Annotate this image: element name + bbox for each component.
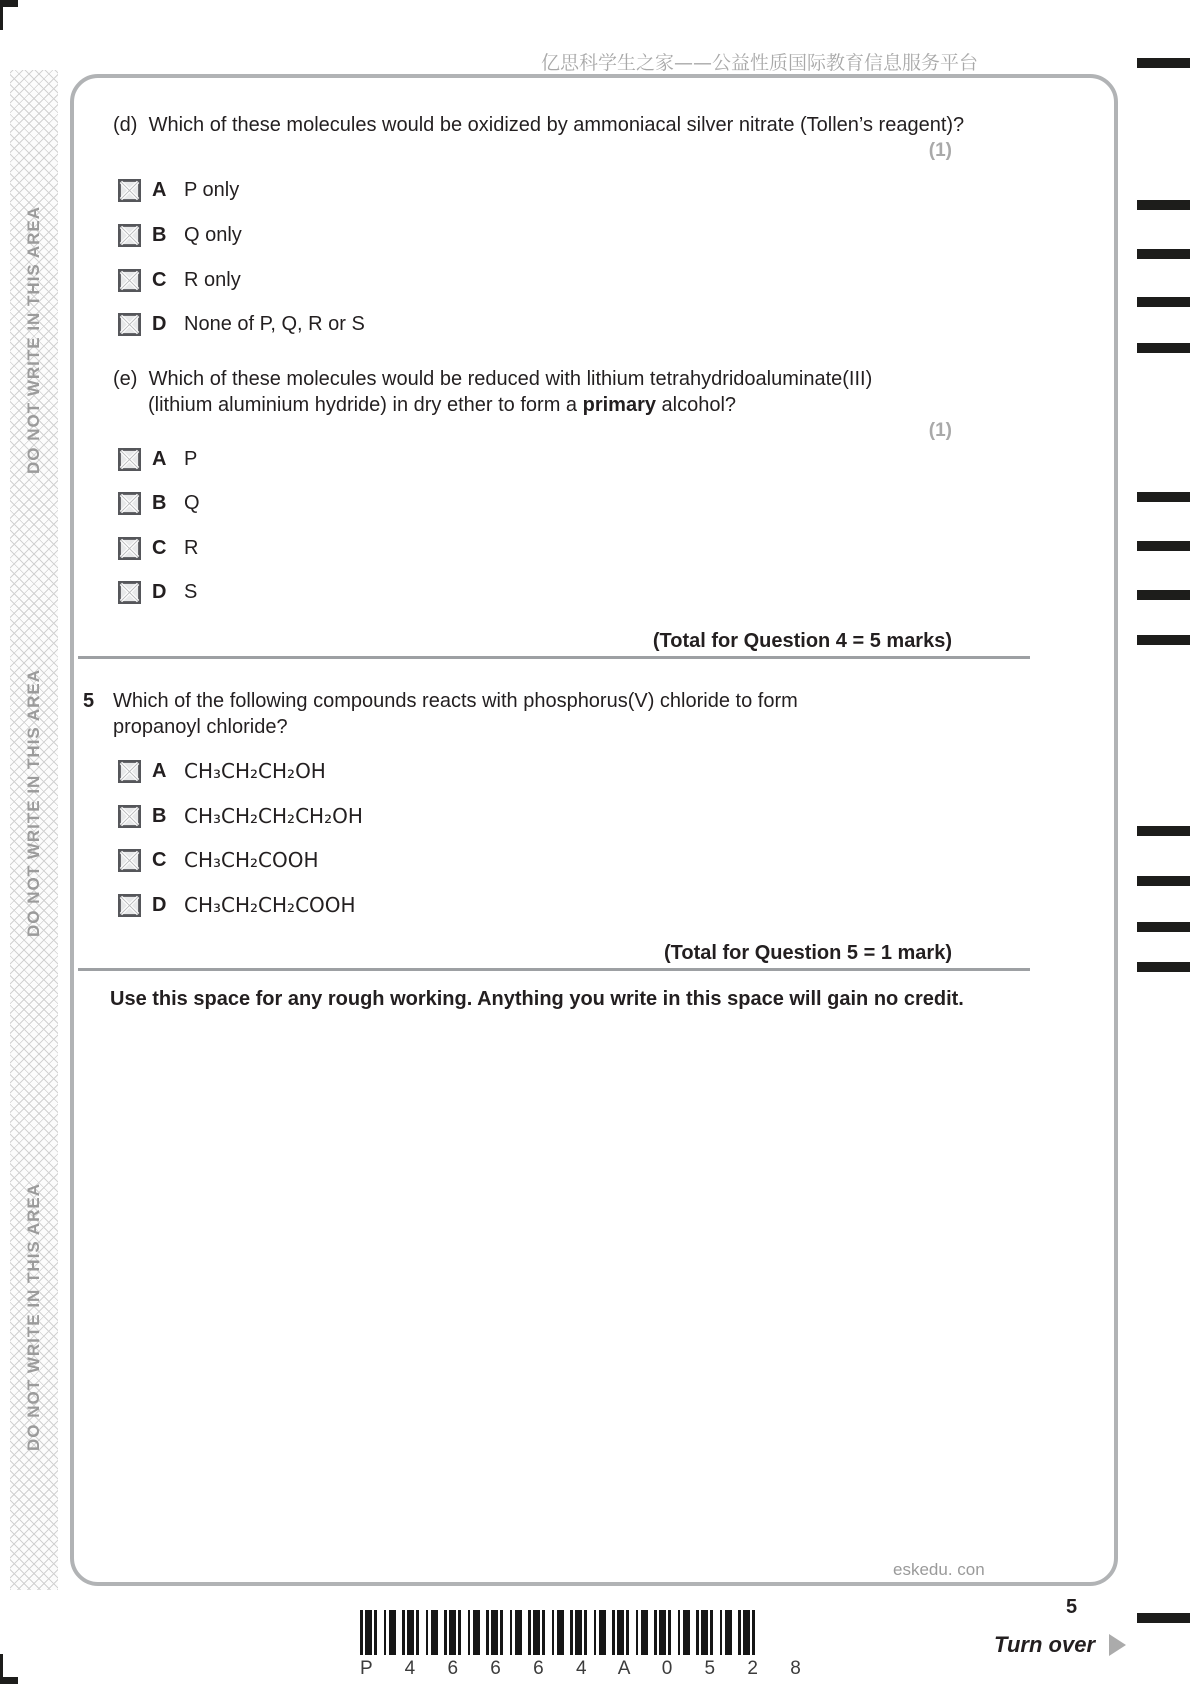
section-divider bbox=[78, 656, 1030, 659]
question-4e bbox=[113, 368, 872, 391]
watermark-text: eskedu. con bbox=[893, 1560, 985, 1579]
option-q4e-a bbox=[118, 447, 197, 471]
binding-mark bbox=[1137, 876, 1190, 886]
binding-mark bbox=[1137, 962, 1190, 972]
binding-mark bbox=[1137, 541, 1190, 551]
option-letter: B bbox=[152, 804, 167, 827]
answer-checkbox[interactable] bbox=[118, 805, 141, 828]
option-letter: A bbox=[152, 178, 167, 201]
binding-mark bbox=[1137, 635, 1190, 645]
option-text: S bbox=[184, 580, 198, 603]
question-4d-label: (d) bbox=[113, 114, 138, 136]
do-not-write-label-2: DO NOT WRITE IN THIS AREA bbox=[24, 668, 43, 938]
total-question-5: (Total for Question 5 = 1 mark) bbox=[663, 942, 952, 964]
question-4e-line2-pre: (lithium aluminium hydride) in dry ether to form a bbox=[148, 394, 583, 416]
answer-checkbox[interactable] bbox=[118, 224, 141, 247]
option-text: P bbox=[184, 447, 198, 470]
do-not-write-label-3: DO NOT WRITE IN THIS AREA bbox=[24, 1182, 43, 1452]
binding-mark bbox=[1137, 58, 1190, 68]
binding-mark bbox=[1137, 826, 1190, 836]
option-letter: C bbox=[152, 268, 167, 291]
option-letter: D bbox=[152, 312, 167, 335]
option-text: P only bbox=[184, 178, 240, 201]
option-formula: CH₃CH₂CH₂COOH bbox=[184, 893, 356, 917]
option-letter: C bbox=[152, 848, 167, 871]
turn-over bbox=[994, 1632, 1126, 1658]
option-q4e-d bbox=[118, 580, 197, 604]
option-q4d-a bbox=[118, 178, 239, 202]
answer-checkbox[interactable] bbox=[118, 313, 141, 336]
option-text: Q bbox=[184, 491, 200, 514]
question-4e-line2-bold: primary bbox=[582, 394, 656, 416]
option-formula: CH₃CH₂CH₂OH bbox=[184, 759, 326, 783]
question-5-line2: propanoyl chloride? bbox=[113, 716, 288, 738]
answer-checkbox[interactable] bbox=[118, 849, 141, 872]
binding-mark bbox=[1137, 249, 1190, 259]
answer-checkbox[interactable] bbox=[118, 179, 141, 202]
question-4d bbox=[113, 114, 964, 137]
option-q5-a bbox=[118, 759, 326, 783]
option-q4e-c bbox=[118, 536, 198, 560]
binding-mark bbox=[1137, 200, 1190, 210]
turn-over-label: Turn over bbox=[993, 1632, 1095, 1657]
question-4e-line2 bbox=[148, 394, 736, 417]
answer-checkbox[interactable] bbox=[118, 537, 141, 560]
barcode-text: P 4 6 6 6 4 A 0 5 2 8 bbox=[360, 1658, 810, 1679]
option-letter: D bbox=[152, 893, 167, 916]
total-question-4: (Total for Question 4 = 5 marks) bbox=[652, 630, 952, 652]
binding-mark bbox=[1137, 492, 1190, 502]
option-letter: C bbox=[152, 536, 167, 559]
site-banner: 亿思科学生之家——公益性质国际教育信息服务平台 bbox=[540, 52, 978, 74]
question-4d-text: Which of these molecules would be oxidized by ammoniacal silver nitrate (Tollen’s reagent)? bbox=[148, 114, 965, 136]
binding-mark bbox=[1137, 343, 1190, 353]
option-formula: CH₃CH₂COOH bbox=[184, 848, 319, 872]
option-letter: A bbox=[152, 759, 167, 782]
option-q4d-d bbox=[118, 312, 365, 336]
turn-over-arrow-icon bbox=[1109, 1634, 1126, 1656]
option-letter: B bbox=[152, 223, 167, 246]
question-5-number: 5 bbox=[83, 690, 95, 712]
do-not-write-label-1: DO NOT WRITE IN THIS AREA bbox=[24, 205, 43, 475]
option-letter: B bbox=[152, 491, 167, 514]
answer-checkbox[interactable] bbox=[118, 492, 141, 515]
option-letter: D bbox=[152, 580, 167, 603]
question-4e-text-line1: Which of these molecules would be reduced with lithium tetrahydridoaluminate(III) bbox=[148, 368, 873, 390]
answer-checkbox[interactable] bbox=[118, 269, 141, 292]
option-q4e-b bbox=[118, 491, 200, 515]
option-q5-c bbox=[118, 848, 319, 872]
option-q4d-b bbox=[118, 223, 242, 247]
rough-working-notice: Use this space for any rough working. Anything you write in this space will gain no credit. bbox=[110, 988, 964, 1010]
section-divider bbox=[78, 968, 1030, 971]
question-4d-marks: (1) bbox=[928, 140, 952, 161]
page-border bbox=[70, 74, 1118, 1586]
binding-mark bbox=[1137, 1613, 1190, 1623]
page-number: 5 bbox=[1066, 1596, 1078, 1618]
option-text: Q only bbox=[184, 223, 242, 246]
answer-checkbox[interactable] bbox=[118, 581, 141, 604]
option-text: None of P, Q, R or S bbox=[184, 312, 365, 335]
answer-checkbox[interactable] bbox=[118, 448, 141, 471]
corner-mark-bottom-left bbox=[0, 1677, 18, 1684]
option-q5-d bbox=[118, 893, 356, 917]
option-formula: CH₃CH₂CH₂CH₂OH bbox=[184, 804, 363, 828]
answer-checkbox[interactable] bbox=[118, 760, 141, 783]
corner-mark-top-left-stem bbox=[0, 0, 3, 30]
question-4e-line2-post: alcohol? bbox=[655, 394, 737, 416]
option-q4d-c bbox=[118, 268, 241, 292]
option-letter: A bbox=[152, 447, 167, 470]
barcode bbox=[360, 1610, 755, 1655]
question-4e-marks: (1) bbox=[928, 420, 952, 441]
option-text: R bbox=[184, 536, 199, 559]
question-4e-label: (e) bbox=[113, 368, 138, 390]
option-q5-b bbox=[118, 804, 363, 828]
binding-mark bbox=[1137, 590, 1190, 600]
binding-mark bbox=[1137, 922, 1190, 932]
answer-checkbox[interactable] bbox=[118, 894, 141, 917]
question-5-line1: Which of the following compounds reacts with phosphorus(V) chloride to form bbox=[113, 690, 798, 712]
option-text: R only bbox=[184, 268, 241, 291]
binding-mark bbox=[1137, 297, 1190, 307]
